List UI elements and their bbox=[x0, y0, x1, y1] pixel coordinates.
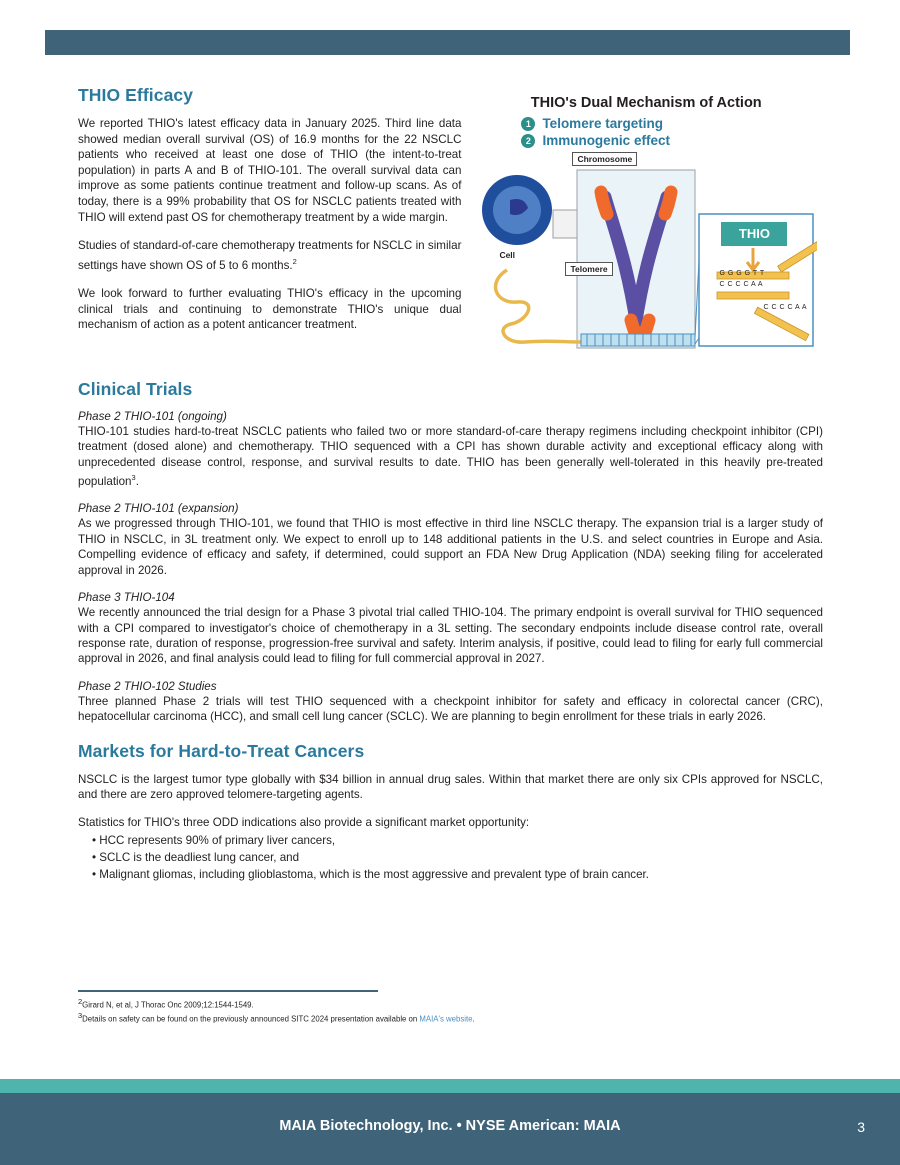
footnote-2 bbox=[78, 1010, 823, 1025]
page-number: 3 bbox=[857, 1119, 865, 1135]
trial-subhead-4: Phase 2 THIO-102 Studies bbox=[78, 679, 217, 693]
efficacy-heading: THIO Efficacy bbox=[78, 85, 194, 105]
page-content bbox=[78, 85, 823, 884]
trial-item-1 bbox=[78, 410, 823, 489]
trial-body-1 bbox=[78, 424, 823, 489]
efficacy-column bbox=[78, 85, 461, 367]
footnote-divider bbox=[78, 990, 378, 992]
legend-badge-2: 2 bbox=[521, 134, 535, 148]
efficacy-paragraph-2 bbox=[78, 238, 461, 273]
maia-website-link[interactable]: MAIA's website bbox=[419, 1014, 473, 1024]
telomere-cap-2 bbox=[665, 192, 671, 214]
label-cell: Cell bbox=[499, 250, 516, 260]
footer-company-line: MAIA Biotechnology, Inc. • NYSE American: MAIA bbox=[279, 1118, 621, 1134]
legend-item-1 bbox=[521, 116, 823, 131]
efficacy-paragraph-3: We look forward to further evaluating THIO's efficacy in the upcoming clinical trials and continuing to demonstrate THIO's unique dual mechanism of action as a potent anticancer treatment. bbox=[78, 287, 462, 332]
figure-title: THIO's Dual Mechanism of Action bbox=[530, 95, 762, 111]
efficacy-and-figure-row bbox=[78, 85, 823, 367]
legend-label-2: Immunogenic effect bbox=[542, 133, 670, 148]
trial-item-2 bbox=[78, 502, 823, 578]
trial-item-4 bbox=[78, 680, 823, 725]
footer-accent-bar bbox=[0, 1079, 900, 1093]
dna-coil bbox=[496, 270, 581, 342]
legend-item-2 bbox=[521, 133, 823, 148]
legend-label-1: Telomere targeting bbox=[542, 116, 663, 131]
mechanism-figure bbox=[469, 85, 823, 367]
mechanism-diagram bbox=[477, 152, 817, 367]
label-telomere: Telomere bbox=[565, 262, 612, 276]
footnote-2-text: Details on safety can be found on the previously announced SITC 2024 presentation available on bbox=[82, 1014, 420, 1024]
label-sequence-bottom: C C C C A A bbox=[719, 281, 764, 288]
footnote-2-tail: . bbox=[472, 1014, 475, 1024]
legend-badge-1: 1 bbox=[521, 117, 535, 131]
footnotes bbox=[78, 990, 823, 1025]
footnote-1 bbox=[78, 996, 823, 1011]
label-thio: THIO bbox=[738, 226, 770, 241]
footnote-ref-2: 2 bbox=[292, 256, 297, 266]
dna-bar-bottom bbox=[717, 292, 789, 299]
trial-body-4: Three planned Phase 2 trials will test THIO sequenced with a checkpoint inhibitor for safety and efficacy in colorectal cancer (CRC), hepatocellular carcinoma (HCC), and small cell lung cancer (SCLC). We are planning to begin enrollment for these trials in early 2026. bbox=[78, 694, 823, 724]
markets-paragraph-1: NSCLC is the largest tumor type globally with $34 billion in annual drug sales. Within that market there are only six CPIs approved for NSCLC, and there are zero approved telomere-targeting agents. bbox=[78, 772, 823, 801]
list-item: • HCC represents 90% of primary liver cancers, bbox=[92, 833, 336, 847]
efficacy-paragraph-2-text: Studies of standard-of-care chemotherapy treatments for NSCLC in similar settings have shown OS of 5 to 6 months. bbox=[78, 239, 462, 272]
label-chromosome: Chromosome bbox=[572, 152, 637, 166]
markets-paragraph-2: Statistics for THIO's three ODD indications also provide a significant market opportunity: bbox=[78, 816, 530, 830]
telomere-cap-1 bbox=[601, 192, 607, 214]
label-sequence-free: C C C C A A bbox=[763, 304, 808, 311]
mechanism-diagram-svg bbox=[477, 152, 817, 367]
trial-subhead-1: Phase 2 THIO-101 (ongoing) bbox=[78, 410, 227, 423]
efficacy-paragraph-1: We reported THIO's latest efficacy data in January 2025. Third line data showed median overall survival (OS) of 16.9 months for the 22 NSCLC patients who received at least one dose of THIO (the intent-to-treat population) in parts A and B of THIO-101. The overall survival data can improve as some patients continue treatment and follow-up scans. As of today, there is a 99% probability that OS for NSCLC patients treated with THIO will extend past OS for chemotherapy treatment by a wide margin. bbox=[78, 117, 462, 224]
figure-legend bbox=[521, 116, 823, 148]
trial-body-1-tail: . bbox=[135, 475, 139, 489]
trial-item-3 bbox=[78, 591, 823, 667]
trial-subhead-3: Phase 3 THIO-104 bbox=[78, 591, 175, 605]
markets-bullet-list bbox=[92, 833, 823, 883]
clinical-trials-heading: Clinical Trials bbox=[78, 379, 193, 399]
footnote-1-text: Girard N, et al, J Thorac Onc 2009;12:1544-1549. bbox=[82, 1000, 254, 1010]
list-item: • Malignant gliomas, including glioblastoma, which is the most aggressive and prevalent type of brain cancer. bbox=[92, 867, 649, 881]
label-sequence-top: G G G G T T bbox=[719, 270, 765, 277]
trial-body-1-text: THIO-101 studies hard-to-treat NSCLC patients who failed two or more standard-of-care therapy regimens including checkpoint inhibitor (CPI) treatment (dosed alone) and chemotherapy. THIO sequenced with a CPI has shown durable activity and exceptional efficacy along with unprecedented disease control, response, and survival results to date. THIO has been generally well-tolerated in this heavily pre-treated population bbox=[78, 425, 823, 489]
footnote-1-marker: 2 bbox=[78, 996, 83, 1006]
footnote-ref-3: 3 bbox=[131, 473, 136, 483]
markets-heading: Markets for Hard-to-Treat Cancers bbox=[78, 740, 365, 761]
list-item: • SCLC is the deadliest lung cancer, and bbox=[92, 850, 300, 864]
trial-subhead-2: Phase 2 THIO-101 (expansion) bbox=[78, 502, 239, 516]
footnote-2-marker: 3 bbox=[78, 1011, 83, 1021]
trial-body-2: As we progressed through THIO-101, we found that THIO is most effective in third line NSCLC therapy. The expansion trial is a larger study of THIO in NSCLC, in 3L treatment only. We expect to enroll up to 148 additional patients in the U.S. and select countries in Europe and Asia. Compelling evidence of efficacy and safety, if determined, could support an FDA New Drug Application (NDA) seeking filing for accelerated approval in 2026. bbox=[78, 517, 823, 577]
header-bar bbox=[45, 30, 850, 55]
trial-body-3: We recently announced the trial design for a Phase 3 pivotal trial called THIO-104. The primary endpoint is overall survival for THIO sequenced with a CPI compared to investigator's choice of chemotherapy in a 3L setting. The secondary endpoints include disease control rate, overall response rate, duration of response, progression-free survival and safety. Interim analysis, if positive, could lead to filing for early full commercial approval in 2026, and final analysis could lead to filing for full commercial approval in 2027. bbox=[78, 606, 823, 666]
dna-strand-band bbox=[581, 334, 695, 346]
